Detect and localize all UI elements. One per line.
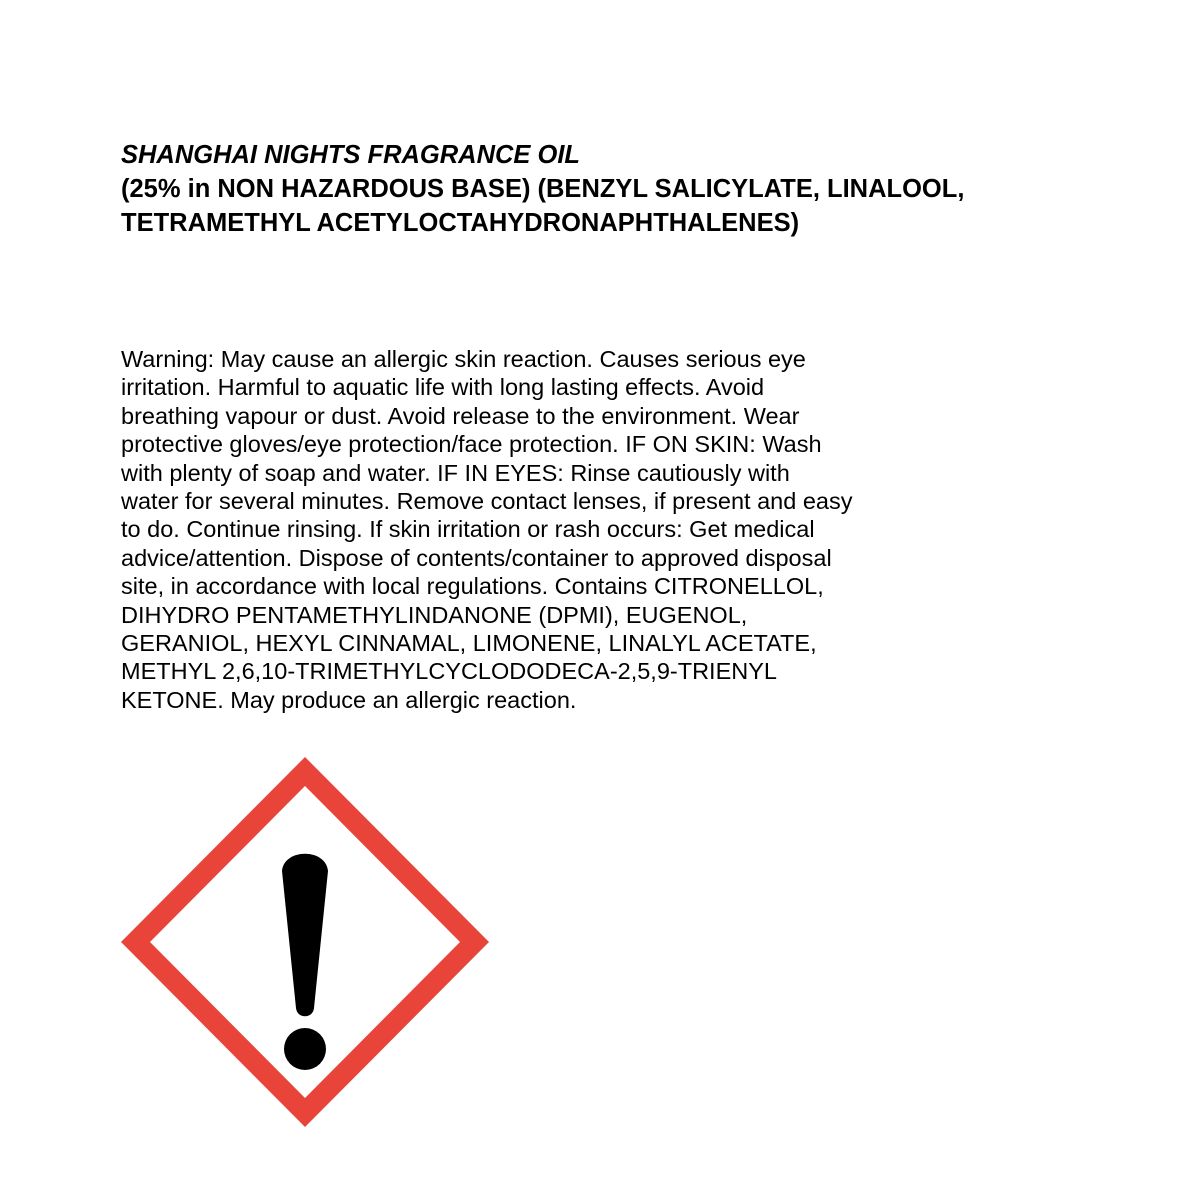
product-name: SHANGHAI NIGHTS FRAGRANCE OIL (121, 141, 580, 169)
product-title-block (121, 138, 1121, 240)
composition-text: (25% in NON HAZARDOUS BASE) (BENZYL SALICYLATE, LINALOOL, TETRAMETHYL ACETYLOCTAHYDRONAPHTHALENES) (121, 175, 965, 237)
warning-statement: Warning: May cause an allergic skin reaction. Causes serious eye irritation. Harmful to aquatic life with long lasting effects. Avoid breathing vapour or dust. Avoid release to the environment. Wear protective gloves/eye protection/face protection. IF ON SKIN: Wash with plenty of soap and water. IF IN EYES: Rinse cautiously with water for several minutes. Remove contact lenses, if present and easy to do. Continue rinsing. If skin irritation or rash occurs: Get medical advice/attention. Dispose of contents/container to approved disposal site, in accordance with local regulations. Contains CITRONELLOL, DIHYDRO PENTAMETHYLINDANONE (DPMI), EUGENOL, GERANIOL, HEXYL CINNAMAL, LIMONENE, LINALYL ACETATE, METHYL 2,6,10-TRIMETHYLCYCLODODECA-2,5,9-TRIENYL KETONE. May produce an allergic reaction. (121, 346, 853, 713)
exclamation-dot (284, 1028, 326, 1070)
ghs-exclamation-mark-icon (121, 757, 489, 1127)
